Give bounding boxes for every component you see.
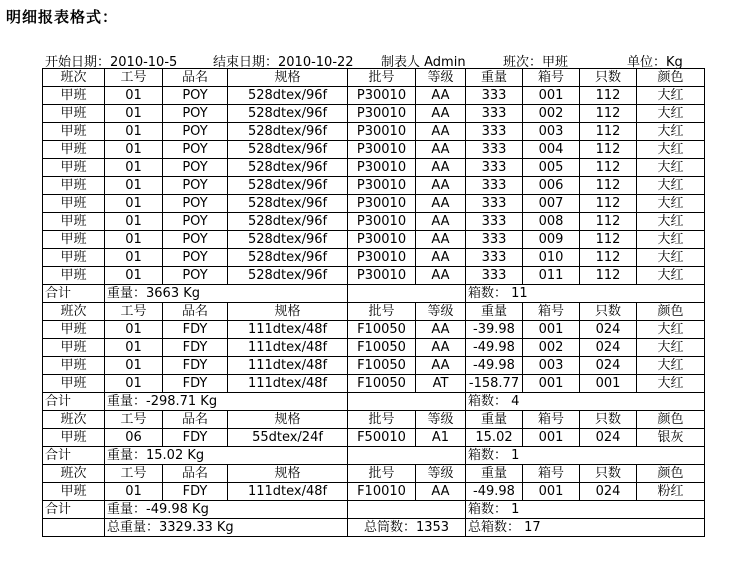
table-cell: 528dtex/96f [228, 177, 348, 195]
column-header: 等级 [416, 465, 466, 483]
table-cell: F50010 [348, 429, 416, 447]
table-cell: 甲班 [43, 105, 105, 123]
table-cell: 011 [523, 267, 580, 285]
summary-label: 合计 [43, 447, 105, 465]
column-header: 品名 [163, 303, 228, 321]
table-row [43, 105, 705, 123]
column-header: 批号 [348, 465, 416, 483]
table-cell: 528dtex/96f [228, 249, 348, 267]
total-boxes: 总箱数： 17 [466, 519, 705, 537]
table-cell: AA [416, 177, 466, 195]
summary-label: 合计 [43, 393, 105, 411]
table-cell: P30010 [348, 213, 416, 231]
table-cell: 甲班 [43, 141, 105, 159]
totals-row [43, 519, 705, 537]
table-cell: -158.77 [466, 375, 523, 393]
summary-weight: 重量：15.02 Kg [105, 447, 348, 465]
table-cell: 333 [466, 105, 523, 123]
table-cell: AT [416, 375, 466, 393]
table-cell: POY [163, 249, 228, 267]
table-cell: 大红 [637, 231, 705, 249]
table-row [43, 249, 705, 267]
column-header: 规格 [228, 411, 348, 429]
table-cell: 01 [105, 267, 163, 285]
table-cell: 528dtex/96f [228, 267, 348, 285]
table-cell: AA [416, 213, 466, 231]
summary-label: 合计 [43, 501, 105, 519]
table-cell: 333 [466, 87, 523, 105]
column-header: 颜色 [637, 69, 705, 87]
table-cell: 112 [580, 177, 637, 195]
table-row [43, 87, 705, 105]
table-cell: 甲班 [43, 375, 105, 393]
table-cell: 甲班 [43, 159, 105, 177]
table-row [43, 213, 705, 231]
table-cell: 333 [466, 195, 523, 213]
summary-boxes: 箱数： 1 [466, 447, 705, 465]
table-cell: AA [416, 267, 466, 285]
column-header: 箱号 [523, 411, 580, 429]
column-header: 工号 [105, 465, 163, 483]
table-cell: 01 [105, 123, 163, 141]
table-cell: 024 [580, 357, 637, 375]
column-header: 品名 [163, 69, 228, 87]
totals-blank [43, 519, 105, 537]
column-header: 重量 [466, 69, 523, 87]
table-cell: POY [163, 267, 228, 285]
table-cell: 银灰 [637, 429, 705, 447]
column-header: 品名 [163, 465, 228, 483]
table-cell: 333 [466, 177, 523, 195]
table-cell: 甲班 [43, 339, 105, 357]
table-cell: 甲班 [43, 213, 105, 231]
table-cell: 01 [105, 195, 163, 213]
table-cell: 112 [580, 123, 637, 141]
table-cell: 333 [466, 123, 523, 141]
report-maker: 制表人 Admin [381, 55, 466, 70]
table-cell: -49.98 [466, 339, 523, 357]
total-weight: 总重量：3329.33 Kg [105, 519, 348, 537]
table-cell: FDY [163, 321, 228, 339]
table-cell: 001 [523, 483, 580, 501]
table-cell: FDY [163, 483, 228, 501]
table-cell: 001 [523, 375, 580, 393]
table-row [43, 357, 705, 375]
header-row [43, 303, 705, 321]
table-cell: 大红 [637, 321, 705, 339]
summary-boxes: 箱数： 1 [466, 501, 705, 519]
table-cell: P30010 [348, 231, 416, 249]
table-cell: 甲班 [43, 195, 105, 213]
column-header: 工号 [105, 69, 163, 87]
column-header: 班次 [43, 411, 105, 429]
table-cell: 009 [523, 231, 580, 249]
summary-boxes: 箱数： 11 [466, 285, 705, 303]
table-cell: 大红 [637, 177, 705, 195]
table-cell: AA [416, 321, 466, 339]
table-cell: 甲班 [43, 231, 105, 249]
table-cell: FDY [163, 375, 228, 393]
column-header: 批号 [348, 303, 416, 321]
table-cell: 111dtex/48f [228, 357, 348, 375]
table-cell: 528dtex/96f [228, 123, 348, 141]
table-cell: 001 [523, 321, 580, 339]
column-header: 只数 [580, 411, 637, 429]
table-cell: 005 [523, 159, 580, 177]
table-cell: FDY [163, 357, 228, 375]
column-header: 规格 [228, 303, 348, 321]
table-cell: 006 [523, 177, 580, 195]
unit: 单位：Kg [627, 55, 683, 70]
table-cell: 06 [105, 429, 163, 447]
shift: 班次：甲班 [503, 55, 569, 70]
table-cell: 002 [523, 105, 580, 123]
table-cell: 甲班 [43, 321, 105, 339]
table-cell: AA [416, 483, 466, 501]
table-cell: 大红 [637, 267, 705, 285]
summary-row [43, 285, 705, 303]
table-row [43, 267, 705, 285]
header-row [43, 465, 705, 483]
table-cell: 甲班 [43, 249, 105, 267]
table-cell: AA [416, 159, 466, 177]
table-cell: 528dtex/96f [228, 105, 348, 123]
table-row [43, 177, 705, 195]
table-row [43, 375, 705, 393]
table-cell: 01 [105, 159, 163, 177]
column-header: 只数 [580, 303, 637, 321]
summary-weight: 重量：-298.71 Kg [105, 393, 348, 411]
table-cell: 01 [105, 141, 163, 159]
table-cell: 003 [523, 123, 580, 141]
table-cell: 01 [105, 321, 163, 339]
table-cell: 111dtex/48f [228, 321, 348, 339]
table-cell: 001 [523, 429, 580, 447]
table-cell: AA [416, 87, 466, 105]
table-cell: 01 [105, 213, 163, 231]
table-cell: 112 [580, 195, 637, 213]
column-header: 规格 [228, 69, 348, 87]
column-header: 颜色 [637, 465, 705, 483]
table-cell: 010 [523, 249, 580, 267]
table-cell: 01 [105, 375, 163, 393]
table-row [43, 321, 705, 339]
table-cell: P30010 [348, 159, 416, 177]
table-row [43, 141, 705, 159]
summary-weight: 重量：3663 Kg [105, 285, 348, 303]
table-cell: 粉红 [637, 483, 705, 501]
summary-row [43, 501, 705, 519]
table-cell: 001 [523, 87, 580, 105]
table-row [43, 429, 705, 447]
table-cell: 甲班 [43, 87, 105, 105]
table-cell: POY [163, 87, 228, 105]
table-cell: P30010 [348, 267, 416, 285]
table-cell: 01 [105, 357, 163, 375]
table-cell: 333 [466, 231, 523, 249]
table-cell: 003 [523, 357, 580, 375]
table-cell: 528dtex/96f [228, 231, 348, 249]
table-cell: 甲班 [43, 429, 105, 447]
table-cell: 333 [466, 213, 523, 231]
column-header: 只数 [580, 69, 637, 87]
header-row [43, 411, 705, 429]
column-header: 批号 [348, 411, 416, 429]
table-row [43, 483, 705, 501]
table-cell: 15.02 [466, 429, 523, 447]
table-cell: AA [416, 231, 466, 249]
table-row [43, 195, 705, 213]
table-cell: AA [416, 105, 466, 123]
table-cell: 112 [580, 87, 637, 105]
table-cell: 004 [523, 141, 580, 159]
table-cell: 111dtex/48f [228, 375, 348, 393]
table-cell: 528dtex/96f [228, 213, 348, 231]
column-header: 只数 [580, 465, 637, 483]
table-cell: 大红 [637, 339, 705, 357]
table-cell: 333 [466, 141, 523, 159]
table-cell: 528dtex/96f [228, 159, 348, 177]
summary-spacer [348, 285, 466, 303]
table-cell: -39.98 [466, 321, 523, 339]
summary-label: 合计 [43, 285, 105, 303]
table-cell: AA [416, 357, 466, 375]
column-header: 重量 [466, 411, 523, 429]
start-date: 开始日期：2010-10-5 [45, 55, 178, 70]
table-cell: 112 [580, 267, 637, 285]
column-header: 等级 [416, 69, 466, 87]
table-row [43, 159, 705, 177]
table-cell: P30010 [348, 249, 416, 267]
table-cell: POY [163, 159, 228, 177]
table-cell: 112 [580, 141, 637, 159]
table-cell: 大红 [637, 141, 705, 159]
table-row [43, 123, 705, 141]
table-cell: 01 [105, 483, 163, 501]
table-cell: 01 [105, 339, 163, 357]
table-cell: POY [163, 141, 228, 159]
table-cell: 大红 [637, 87, 705, 105]
table-cell: AA [416, 195, 466, 213]
table-cell: 大红 [637, 213, 705, 231]
table-cell: 大红 [637, 357, 705, 375]
column-header: 班次 [43, 69, 105, 87]
column-header: 工号 [105, 411, 163, 429]
table-cell: 112 [580, 249, 637, 267]
table-cell: AA [416, 249, 466, 267]
table-cell: 甲班 [43, 267, 105, 285]
column-header: 重量 [466, 303, 523, 321]
summary-spacer [348, 393, 466, 411]
table-cell: FDY [163, 429, 228, 447]
summary-spacer [348, 447, 466, 465]
table-cell: 01 [105, 87, 163, 105]
column-header: 规格 [228, 465, 348, 483]
table-cell: 01 [105, 177, 163, 195]
table-cell: 008 [523, 213, 580, 231]
table-cell: 55dtex/24f [228, 429, 348, 447]
table-cell: 01 [105, 231, 163, 249]
column-header: 颜色 [637, 411, 705, 429]
table-cell: 大红 [637, 195, 705, 213]
column-header: 等级 [416, 303, 466, 321]
table-cell: 大红 [637, 123, 705, 141]
table-cell: AA [416, 339, 466, 357]
table-cell: 大红 [637, 249, 705, 267]
table-cell: P30010 [348, 141, 416, 159]
table-cell: 甲班 [43, 357, 105, 375]
summary-row [43, 447, 705, 465]
column-header: 颜色 [637, 303, 705, 321]
table-cell: 024 [580, 429, 637, 447]
table-cell: POY [163, 177, 228, 195]
table-cell: POY [163, 213, 228, 231]
end-date: 结束日期：2010-10-22 [213, 55, 354, 70]
table-cell: 大红 [637, 375, 705, 393]
table-cell: 024 [580, 483, 637, 501]
table-cell: 024 [580, 321, 637, 339]
header-row [43, 69, 705, 87]
summary-weight: 重量：-49.98 Kg [105, 501, 348, 519]
column-header: 等级 [416, 411, 466, 429]
table-cell: F10050 [348, 357, 416, 375]
table-cell: F10050 [348, 375, 416, 393]
table-cell: POY [163, 123, 228, 141]
table-cell: 333 [466, 249, 523, 267]
table-cell: F10050 [348, 321, 416, 339]
table-cell: POY [163, 105, 228, 123]
column-header: 箱号 [523, 303, 580, 321]
summary-row [43, 393, 705, 411]
table-cell: -49.98 [466, 483, 523, 501]
table-cell: 01 [105, 105, 163, 123]
column-header: 重量 [466, 465, 523, 483]
table-cell: 01 [105, 249, 163, 267]
table-cell: 112 [580, 231, 637, 249]
table-cell: P30010 [348, 105, 416, 123]
table-cell: 大红 [637, 105, 705, 123]
column-header: 批号 [348, 69, 416, 87]
table-cell: 112 [580, 213, 637, 231]
table-cell: 528dtex/96f [228, 87, 348, 105]
table-cell: 024 [580, 339, 637, 357]
table-cell: AA [416, 141, 466, 159]
table-cell: A1 [416, 429, 466, 447]
table-cell: P30010 [348, 123, 416, 141]
table-cell: P30010 [348, 177, 416, 195]
summary-spacer [348, 501, 466, 519]
table-cell: 甲班 [43, 483, 105, 501]
table-cell: -49.98 [466, 357, 523, 375]
table-cell: 002 [523, 339, 580, 357]
table-cell: FDY [163, 339, 228, 357]
table-cell: POY [163, 231, 228, 249]
table-row [43, 339, 705, 357]
table-cell: 001 [580, 375, 637, 393]
column-header: 班次 [43, 303, 105, 321]
column-header: 班次 [43, 465, 105, 483]
column-header: 箱号 [523, 465, 580, 483]
page-title: 明细报表格式： [6, 8, 119, 26]
column-header: 工号 [105, 303, 163, 321]
table-cell: 528dtex/96f [228, 195, 348, 213]
table-cell: 333 [466, 159, 523, 177]
table-cell: 甲班 [43, 177, 105, 195]
table-cell: P30010 [348, 195, 416, 213]
table-cell: 333 [466, 267, 523, 285]
table-cell: P30010 [348, 87, 416, 105]
total-tubes: 总筒数：1353 [348, 519, 466, 537]
table-cell: 甲班 [43, 123, 105, 141]
table-cell: 111dtex/48f [228, 339, 348, 357]
column-header: 品名 [163, 411, 228, 429]
column-header: 箱号 [523, 69, 580, 87]
table-cell: 112 [580, 105, 637, 123]
table-cell: F10050 [348, 339, 416, 357]
table-cell: F10010 [348, 483, 416, 501]
detail-report-table [42, 68, 705, 537]
table-cell: POY [163, 195, 228, 213]
table-cell: 112 [580, 159, 637, 177]
table-cell: 大红 [637, 159, 705, 177]
table-cell: AA [416, 123, 466, 141]
table-cell: 007 [523, 195, 580, 213]
table-cell: 111dtex/48f [228, 483, 348, 501]
summary-boxes: 箱数： 4 [466, 393, 705, 411]
table-cell: 528dtex/96f [228, 141, 348, 159]
table-row [43, 231, 705, 249]
